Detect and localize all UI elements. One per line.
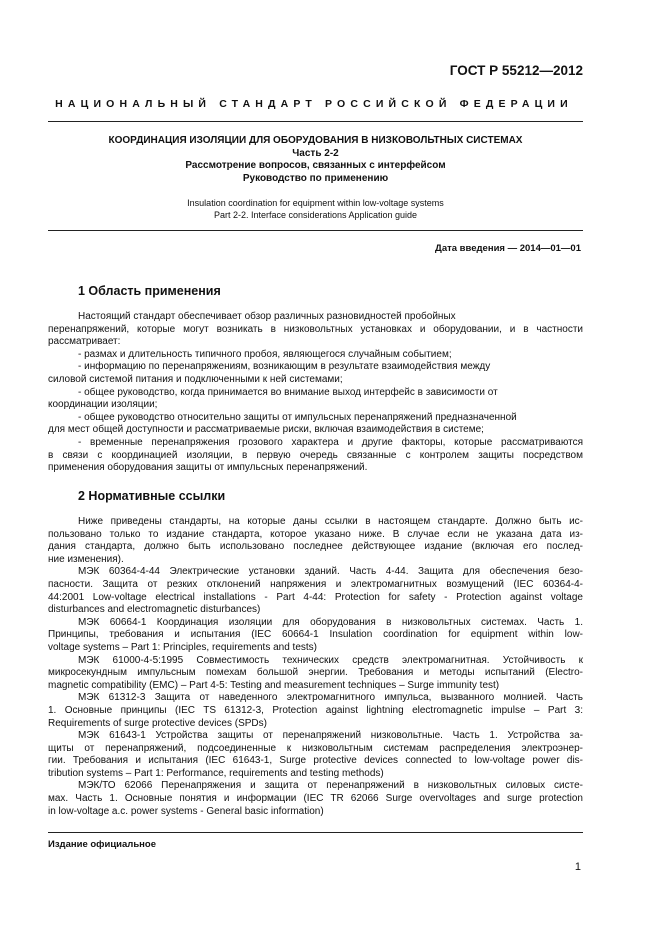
text-line: пасности. Защита от резких отклонений напряжения и электромагнитных возмущений (IEC 60364-4- [48,578,583,590]
text-line: в связи с координацией изоляции, в первую очередь связанные с контролем защиты посредством [48,449,583,461]
text-line: ние изменения). [48,553,124,565]
introduction-date: Дата введения — 2014—01—01 [435,243,581,254]
section-1-body [48,311,583,475]
title-en [48,198,583,221]
text-line: Ниже приведены стандарты, на которые даны ссылки в настоящем стандарте. Должно быть ис- [78,516,583,527]
title-line: Часть 2-2 [292,147,339,159]
text-line: Requirements of surge protective devices (SPDs) [48,717,267,729]
title-ru [48,135,583,185]
header-rule [48,121,583,122]
title-line: КООРДИНАЦИЯ ИЗОЛЯЦИИ ДЛЯ ОБОРУДОВАНИЯ В НИЗКОВОЛЬТНЫХ СИСТЕМАХ [108,135,523,146]
text-line: disturbances and electromagnetic disturbances) [48,604,261,616]
title-line: Руководство по применению [242,172,389,184]
text-line: микросекундным импульсным помехам большой энергии. Требования и методы испытаний (Electro- [48,667,583,679]
text-line: - временные перенапряжения грозового характера и другие факторы, которые рассматриваются [78,436,583,448]
text-line: дания стандарта, должно быть использовано последнее действующее издание (включая его послед- [48,541,583,553]
official-edition-label: Издание официальное [48,839,156,850]
text-line: МЭК 60664-1 Координация изоляции для оборудования в низковольтных системах. Часть 1. [78,616,583,628]
text-line: рассматривает: [48,336,121,348]
text-line: МЭК 60364-4-44 Электрические установки зданий. Часть 4-44. Защита для обеспечения безо- [78,566,583,578]
text-line: гии. Требования и испытания (IEC 61643-1, Surge protective devices connected to low-voltage power dis- [48,755,583,767]
title-line: Рассмотрение вопросов, связанных с интерфейсом [185,160,446,171]
gost-code: ГОСТ Р 55212—2012 [449,63,583,78]
text-line: мах. Часть 1. Основные понятия и информации (IEC TR 62066 Surge overvoltages and surge protection [48,793,583,805]
text-line: Настоящий стандарт обеспечивает обзор различных разновидностей пробойных [78,311,456,322]
text-line: Принципы, требования и испытания (IEC 60664-1 Insulation coordination for equipment within low- [48,629,583,641]
text-line: in low-voltage a.c. power systems - General basic information) [48,805,324,817]
text-line: МЭК 61312-3 Защита от наведенного электромагнитного импульса, вызванного молнией. Часть [78,692,583,704]
section-2-body [48,516,583,818]
text-line: voltage systems – Part 1: Principles, requirements and tests) [48,641,318,653]
text-line: - общее руководство относительно защиты от импульсных перенапряжений предназначенной [78,411,517,423]
text-line: координации изоляции; [48,399,158,411]
text-line: tribution systems – Part 1: Performance, requirements and testing methods) [48,767,384,779]
text-line: перенапряжений, которые могут возникать в низковольтных установках и оборудовании, и в частности [48,323,583,335]
text-line: 1. Основные принципы (IEC TS 61312-3, Protection against lightning electromagnetic impulse – Part 3: [48,704,583,716]
text-line: щиты от перенапряжений, подсоединенные к низковольтным системам распределения электроэнер- [48,742,583,754]
section-2-heading: 2 Нормативные ссылки [78,489,226,503]
page-number: 1 [574,861,581,873]
national-standard-banner: НАЦИОНАЛЬНЫЙ СТАНДАРТ РОССИЙСКОЙ ФЕДЕРАЦИИ [55,98,573,110]
text-line: МЭК/ТО 62066 Перенапряжения и защита от перенапряжений в низковольтных силовых систе- [78,780,583,792]
text-line: применения оборудования защиты от импульсных перенапряжений. [48,462,368,474]
title-en-line: Part 2-2. Interface considerations Application guide [213,209,418,220]
text-line: МЭК 61000-4-5:1995 Совместимость технических средств электромагнитная. Устойчивость к [78,654,583,666]
text-line: - общее руководство, когда принимается во внимание выход интерфейс в зависимости от [78,386,498,398]
footer-rule [48,832,583,833]
text-line: magnetic compatibility (EMC) – Part 4-5: Testing and measurement techniques – Surge immunity test) [48,679,500,691]
title-rule [48,230,583,231]
text-line: силовой системой питания и подключенными к ней системами; [48,373,343,385]
text-line: 44:2001 Low-voltage electrical installations - Part 4-44: Protection for safety - Protection against voltage [48,591,583,603]
text-line: МЭК 61643-1 Устройства защиты от перенапряжений низковольтные. Часть 1. Устройства за- [78,730,583,742]
text-line: для мест общей доступности и рассматриваемые риски, включая взаимодействия в системе; [48,424,484,436]
text-line: - информацию по перенапряжениям, возникающим в результате взаимодействия между [78,361,491,373]
text-line: пользовано только то издание стандарта, которое указано ниже. В случае если не указана дата из- [48,528,583,540]
title-en-line: Insulation coordination for equipment within low-voltage systems [187,198,444,208]
text-line: - размах и длительность типичного пробоя, являющегося случайным событием; [78,348,452,360]
section-1-heading: 1 Область применения [78,284,221,298]
